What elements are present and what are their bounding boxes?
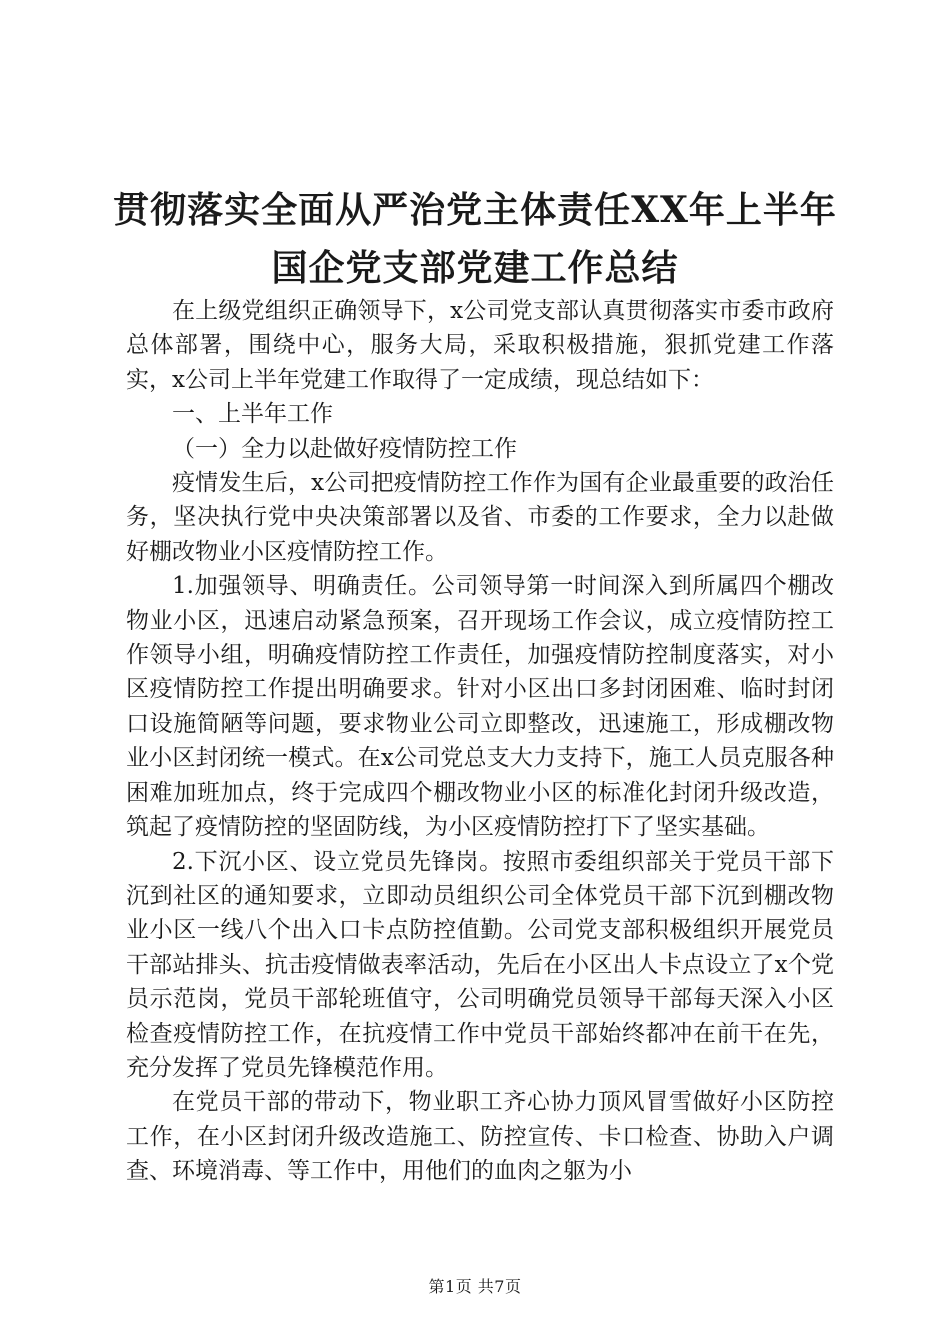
heading-section-1: 一、上半年工作 — [172, 401, 333, 428]
paragraph: 在党员干部的带动下，物业职工齐心协力顶风冒雪做好小区防控工作，在小区封闭升级改造施工、防控宣传、卡口检查、协助入户调查、环境消毒、等工作中，用他们的血肉之躯为小 — [126, 1089, 834, 1185]
document-body — [126, 294, 834, 1189]
paragraph: 疫情发生后，x公司把疫情防控工作作为国有企业最重要的政治任务，坚决执行党中央决策部署以及省、市委的工作要求，全力以赴做好棚改物业小区疫情防控工作。 — [126, 470, 834, 565]
paragraph: 1.加强领导、明确责任。公司领导第一时间深入到所属四个棚改物业小区，迅速启动紧急预案，召开现场工作会议，成立疫情防控工作领导小组，明确疫情防控工作责任，加强疫情防控制度落实，对小区疫情防控工作提出明确要求。针对小区出口多封闭困难、临时封闭口设施简陋等问题，要求物业公司立即整改，迅速施工，形成棚改物业小区封闭统一模式。在x公司党总支大力支持下，施工人员克服各种困难加班加点，终于完成四个棚改物业小区的标准化封闭升级改造，筑起了疫情防控的坚固防线，为小区疫情防控打下了坚实基础。 — [126, 573, 834, 841]
page-number-footer: 第1页 共7页 — [428, 1277, 522, 1296]
heading-subsection-1: （一）全力以赴做好疫情防控工作 — [172, 435, 517, 462]
paragraph-intro: 在上级党组织正确领导下，x公司党支部认真贯彻落实市委市政府总体部署，围绕中心，服务大局，采取积极措施，狠抓党建工作落实，x公司上半年党建工作取得了一定成绩，现总结如下： — [126, 298, 834, 393]
document-title-line-1: 贯彻落实全面从严治党主体责任XX年上半年 — [113, 189, 837, 231]
paragraph: 2.下沉小区、设立党员先锋岗。按照市委组织部关于党员干部下沉到社区的通知要求，立即动员组织公司全体党员干部下沉到棚改物业小区一线八个出入口卡点防控值勤。公司党支部积极组织开展党员干部站排头、抗击疫情做表率活动，先后在小区出人卡点设立了x个党员示范岗，党员干部轮班值守，公司明确党员领导干部每天深入小区检查疫情防控工作，在抗疫情工作中党员干部始终都冲在前干在先，充分发挥了党员先锋模范作用。 — [126, 848, 834, 1081]
document-title-line-2: 国企党支部党建工作总结 — [271, 247, 679, 289]
